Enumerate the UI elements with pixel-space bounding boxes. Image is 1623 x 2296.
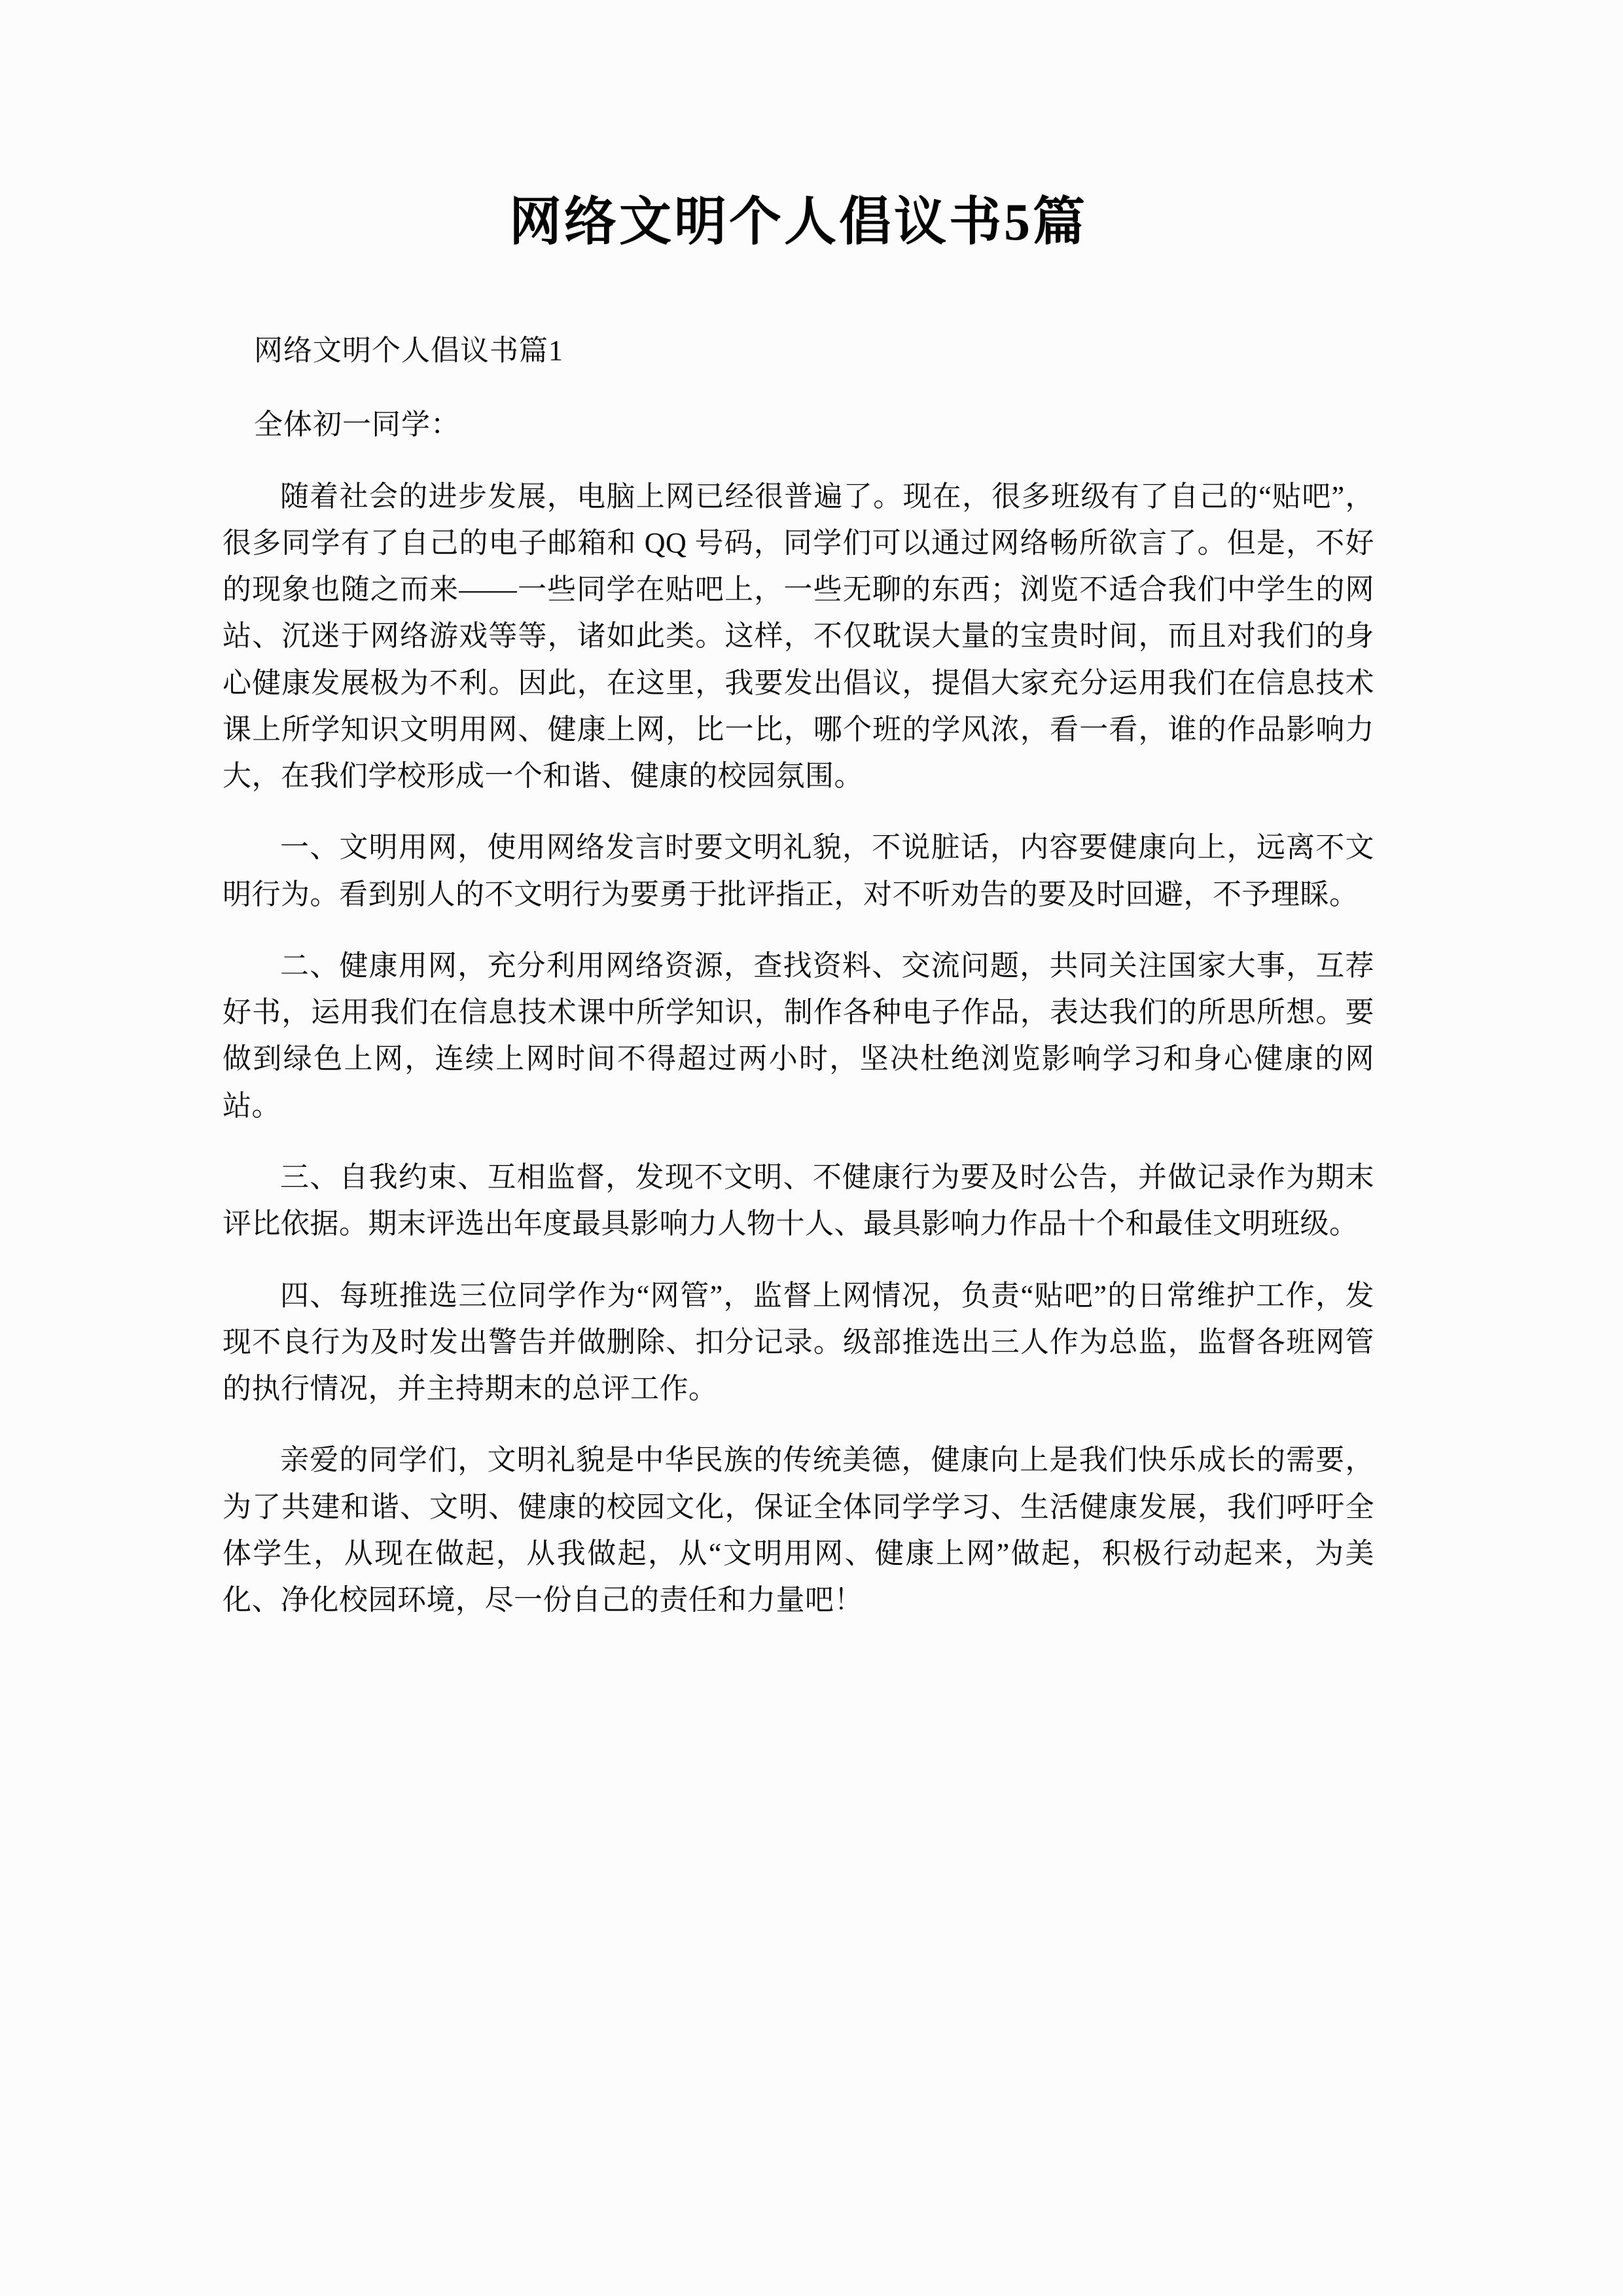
page-content bbox=[223, 0, 1374, 1623]
paragraph-item-1: 一、文明用网，使用网络发言时要文明礼貌，不说脏话，内容要健康向上，远离不文明行为。看到别人的不文明行为要勇于批评指正，对不听劝告的要及时回避，不予理睬。 bbox=[223, 831, 1374, 910]
paragraph-closing: 亲爱的同学们，文明礼貌是中华民族的传统美德，健康向上是我们快乐成长的需要，为了共建和谐、文明、健康的校园文化，保证全体同学学习、生活健康发展，我们呼吁全体学生，从现在做起，从我做起，从“文明用网、健康上网”做起，积极行动起来，为美化、净化校园环境，尽一份自己的责任和力量吧！ bbox=[223, 1444, 1374, 1617]
section-heading: 网络文明个人倡议书篇1 bbox=[254, 334, 563, 367]
paragraph-item-4: 四、每班推选三位同学作为“网管”，监督上网情况，负责“贴吧”的日常维护工作，发现不良行为及时发出警告并做删除、扣分记录。级部推选出三人作为总监，监督各班网管的执行情况，并主持期末的总评工作。 bbox=[223, 1279, 1374, 1405]
paragraph-intro: 随着社会的进步发展，电脑上网已经很普遍了。现在，很多班级有了自己的“贴吧”，很多同学有了自己的电子邮箱和 QQ 号码，同学们可以通过网络畅所欲言了。但是，不好的现象也随之而来——一些同学在贴吧上，一些无聊的东西；浏览不适合我们中学生的网站、沉迷于网络游戏等等，诸如此类。这样，不仅耽误大量的宝贵时间，而且对我们的身心健康发展极为不利。因此，在这里，我要发出倡议，提倡大家充分运用我们在信息技术课上所学知识文明用网、健康上网，比一比，哪个班的学风浓，看一看，谁的作品影响力大，在我们学校形成一个和谐、健康的校园氛围。 bbox=[223, 480, 1374, 793]
page-title: 网络文明个人倡议书5篇 bbox=[509, 194, 1088, 251]
paragraph-item-2: 二、健康用网，充分利用网络资源，查找资料、交流问题，共同关注国家大事，互荐好书，运用我们在信息技术课中所学知识，制作各种电子作品，表达我们的所思所想。要做到绿色上网，连续上网时间不得超过两小时，坚决杜绝浏览影响学习和身心健康的网站。 bbox=[223, 949, 1374, 1122]
salutation: 全体初一同学： bbox=[254, 408, 460, 441]
paragraph-item-3: 三、自我约束、互相监督，发现不文明、不健康行为要及时公告，并做记录作为期末评比依据。期末评选出年度最具影响力人物十人、最具影响力作品十个和最佳文明班级。 bbox=[223, 1160, 1374, 1240]
